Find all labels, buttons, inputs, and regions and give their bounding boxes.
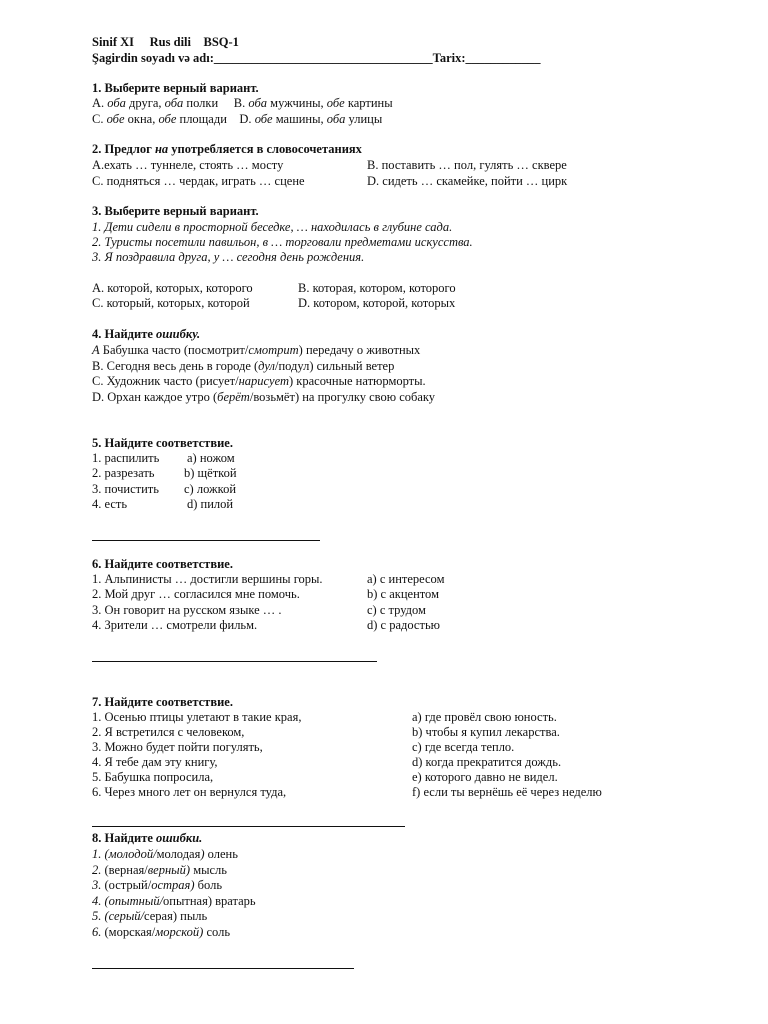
q7-right-1: a) где провёл свою юность. — [412, 710, 557, 724]
q7-left-1: 1. Осенью птицы улетают в такие края, — [92, 710, 302, 724]
header-subject-line: Sinif XI Rus dili BSQ-1 — [92, 35, 239, 49]
text-segment: Бабушка часто (посмотрит/ — [99, 343, 249, 357]
text-segment: 4. (опытный/ — [92, 894, 164, 908]
text-segment: 5. (серый/ — [92, 909, 145, 923]
text-segment: 1. (молодой/ — [92, 847, 157, 861]
q5-right-1: a) ножом — [187, 451, 235, 465]
q1-options-row-2 — [92, 112, 382, 127]
q5-left-4: 4. есть — [92, 497, 128, 511]
q3-sentence-1: 1. Дети сидели в просторной беседке, … находилась в глубине сада. — [92, 220, 453, 234]
text-segment: 6. — [92, 925, 102, 939]
text-segment: картины — [344, 96, 393, 110]
q7-answer-line[interactable] — [92, 826, 405, 827]
q4-option-a — [92, 343, 420, 358]
text-segment: олень — [204, 847, 238, 861]
q5-left-2: 2. разрезать — [92, 466, 155, 480]
q5-left-1: 1. распилить — [92, 451, 160, 465]
text-segment: нарисует — [238, 374, 289, 388]
q8-answer-line[interactable] — [92, 968, 354, 969]
q3-option-c: C. который, которых, которой — [92, 296, 250, 310]
text-segment: оба — [326, 112, 346, 126]
q8-item-6 — [92, 925, 230, 940]
header-student-name-line: Şagirdin soyadı və adı:___________________________________Tarix:____________ — [92, 51, 541, 65]
text-segment: (верная/ — [101, 863, 148, 877]
q6-title: 6. Найдите соответствие. — [92, 557, 233, 571]
q4-option-c — [92, 374, 426, 389]
text-segment: улицы — [345, 112, 383, 126]
q1-title: 1. Выберите верный вариант. — [92, 81, 259, 95]
q8-item-2 — [92, 863, 227, 878]
text-segment: площади D. — [176, 112, 255, 126]
q6-left-4: 4. Зрители … смотрели фильм. — [92, 618, 258, 632]
text-segment: мысль — [190, 863, 227, 877]
q7-left-2: 2. Я встретился с человеком, — [92, 725, 245, 739]
text-segment: обе — [158, 112, 177, 126]
q3-sentence-3: 3. Я поздравила друга, у … сегодня день рождения. — [92, 250, 365, 264]
text-segment: верный) — [147, 863, 191, 877]
text-segment: дул — [258, 359, 275, 373]
q5-right-3: c) ложкой — [184, 482, 237, 496]
text-segment: вратарь — [212, 894, 256, 908]
q7-right-2: b) чтобы я купил лекарства. — [412, 725, 560, 739]
q6-answer-line[interactable] — [92, 661, 377, 662]
text-segment: обе — [254, 112, 273, 126]
q2-option-d: D. сидеть … скамейке, пойти … цирк — [367, 174, 568, 188]
text-segment: обе — [106, 112, 125, 126]
text-segment: пыль — [177, 909, 208, 923]
q3-sentence-2: 2. Туристы посетили павильон, в … торговали предметами искусства. — [92, 235, 473, 249]
q6-left-2: 2. Мой друг … согласился мне помочь. — [92, 587, 300, 601]
q4-option-d — [92, 390, 435, 405]
text-segment: ) — [200, 847, 205, 861]
q6-right-1: a) с интересом — [367, 572, 445, 586]
text-segment: обе — [326, 96, 345, 110]
q5-right-4: d) пилой — [187, 497, 234, 511]
text-segment: боль — [194, 878, 223, 892]
text-segment: 3. — [92, 878, 102, 892]
q7-right-6: f) если ты вернёшь её через неделю — [412, 785, 602, 799]
text-segment: B. Сегодня весь день в городе ( — [92, 359, 259, 373]
text-segment: C. Художник часто (рисует/ — [92, 374, 239, 388]
q7-left-5: 5. Бабушка попросила, — [92, 770, 214, 784]
text-segment: смотрит — [248, 343, 299, 357]
q7-left-4: 4. Я тебе дам эту книгу, — [92, 755, 218, 769]
q4-option-b — [92, 359, 394, 374]
q8-item-1 — [92, 847, 238, 862]
text-segment: 4. Найдите — [92, 327, 157, 341]
q5-left-3: 3. почистить — [92, 482, 159, 496]
text-segment: морской) — [155, 925, 204, 939]
q1-options-row-1 — [92, 96, 393, 111]
q6-right-4: d) с радостью — [367, 618, 440, 632]
text-segment: /подул) сильный ветер — [275, 359, 395, 373]
text-segment: (морская/ — [101, 925, 156, 939]
text-segment: друга, — [125, 96, 165, 110]
q3-option-a: A. которой, которых, которого — [92, 281, 253, 295]
text-segment: ошибку. — [156, 327, 201, 341]
text-segment: берёт — [217, 390, 250, 404]
text-segment: оба — [248, 96, 268, 110]
q5-title: 5. Найдите соответствие. — [92, 436, 233, 450]
q6-right-3: c) с трудом — [367, 603, 426, 617]
text-segment: 8. Найдите — [92, 831, 157, 845]
text-segment: ) красочные натюрморты. — [288, 374, 426, 388]
text-segment: оба — [164, 96, 184, 110]
q8-item-3 — [92, 878, 222, 893]
q2-title — [92, 142, 362, 157]
text-segment: 2. Предлог — [92, 142, 155, 156]
text-segment: /возьмёт) на прогулку свою собаку — [249, 390, 436, 404]
q5-answer-line[interactable] — [92, 540, 320, 541]
q2-option-b: B. поставить … пол, гулять … сквере — [367, 158, 567, 172]
text-segment: опытная) — [163, 894, 212, 908]
q8-title — [92, 831, 202, 846]
text-segment: A — [92, 343, 100, 357]
text-segment: ошибки. — [156, 831, 203, 845]
text-segment: соль — [203, 925, 231, 939]
q3-title: 3. Выберите верный вариант. — [92, 204, 259, 218]
q7-right-5: e) которого давно не видел. — [412, 770, 558, 784]
q3-option-b: B. которая, котором, которого — [298, 281, 456, 295]
text-segment: молодая — [156, 847, 201, 861]
text-segment: употребляется в словосочетаниях — [168, 142, 362, 156]
q6-left-1: 1. Альпинисты … достигли вершины горы. — [92, 572, 323, 586]
text-segment: мужчины, — [267, 96, 327, 110]
q4-title — [92, 327, 200, 342]
text-segment: 2. — [92, 863, 102, 877]
text-segment: оба — [107, 96, 126, 110]
text-segment: окна, — [124, 112, 159, 126]
q5-right-2: b) щёткой — [184, 466, 237, 480]
text-segment: острая) — [151, 878, 195, 892]
q7-left-6: 6. Через много лет он вернулся туда, — [92, 785, 287, 799]
q7-title: 7. Найдите соответствие. — [92, 695, 233, 709]
text-segment: серая) — [144, 909, 178, 923]
q8-item-5 — [92, 909, 207, 924]
text-segment: машины, — [272, 112, 327, 126]
q3-option-d: D. котором, которой, которых — [298, 296, 456, 310]
q6-right-2: b) с акцентом — [367, 587, 439, 601]
q8-item-4 — [92, 894, 256, 909]
q2-option-c: C. подняться … чердак, играть … сцене — [92, 174, 305, 188]
text-segment: (острый/ — [101, 878, 152, 892]
q2-option-a: A.ехать … туннеле, стоять … мосту — [92, 158, 284, 172]
text-segment: полки B. — [183, 96, 249, 110]
text-segment: C. — [92, 112, 107, 126]
q7-left-3: 3. Можно будет пойти погулять, — [92, 740, 263, 754]
text-segment: ) передачу о животных — [298, 343, 421, 357]
q7-right-4: d) когда прекратится дождь. — [412, 755, 562, 769]
q6-left-3: 3. Он говорит на русском языке … . — [92, 603, 282, 617]
q7-right-3: c) где всегда тепло. — [412, 740, 515, 754]
text-segment: D. Орхан каждое утро ( — [92, 390, 218, 404]
text-segment: A. — [92, 96, 108, 110]
text-segment: на — [154, 142, 169, 156]
